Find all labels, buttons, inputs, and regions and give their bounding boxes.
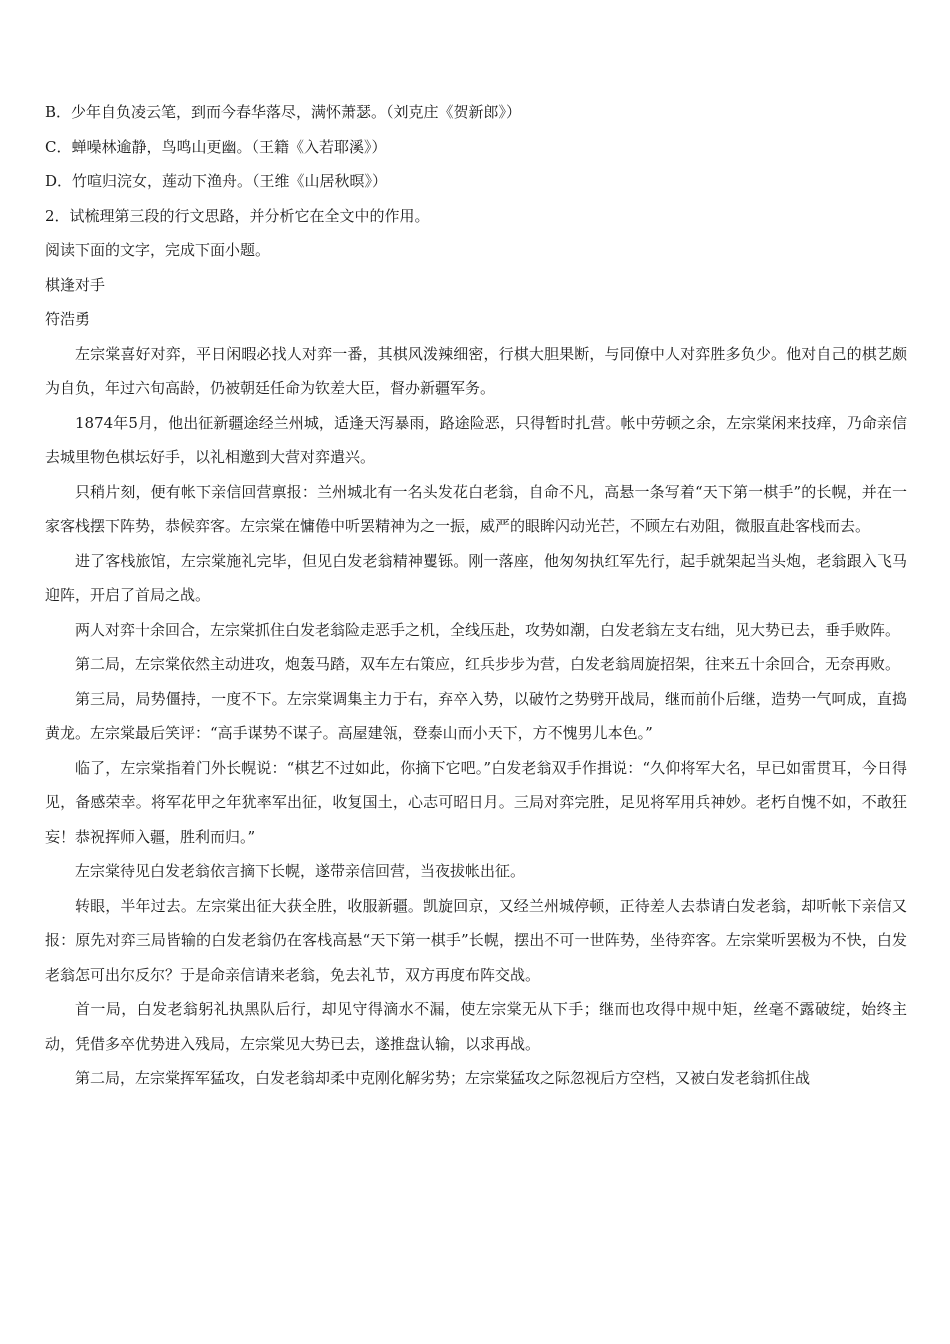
paragraph: 首一局，白发老翁躬礼执黑队后行，却见守得滴水不漏，使左宗棠无从下手；继而也攻得中规中矩，丝毫不露破绽，始终主动，凭借多卒优势进入残局，左宗棠见大势已去，遂推盘认输，以求再战。 <box>45 1000 907 1053</box>
paragraph: 转眼，半年过去。左宗棠出征大获全胜，收服新疆。凯旋回京，又经兰州城停顿，正待差人去恭请白发老翁，却听帐下亲信又报：原先对弈三局皆输的白发老翁仍在客栈高悬“天下第一棋手”长幌，摆出不可一世阵势，坐待弈客。左宗棠听罢极为不快，白发老翁怎可出尔反尔？于是命亲信请来老翁，免去礼节，双方再度布阵交战。 <box>45 896 907 984</box>
paragraph: 第二局，左宗棠挥军猛攻，白发老翁却柔中克刚化解劣势；左宗棠猛攻之际忽视后方空档，又被白发老翁抓住战 <box>75 1069 811 1087</box>
option-d: D．竹喧归浣女，莲动下渔舟。（王维《山居秋暝》） <box>45 172 388 190</box>
paragraph: 左宗棠喜好对弈，平日闲暇必找人对弈一番，其棋风泼辣细密，行棋大胆果断，与同僚中人对弈胜多负少。他对自己的棋艺颇为自负，年过六旬高龄，仍被朝廷任命为钦差大臣，督办新疆军务。 <box>45 344 907 397</box>
paragraph: 第二局，左宗棠依然主动进攻，炮轰马踏，双车左右策应，红兵步步为营，白发老翁周旋招架，往来五十余回合，无奈再败。 <box>75 655 901 673</box>
paragraph: 进了客栈旅馆，左宗棠施礼完毕，但见白发老翁精神矍铄。刚一落座，他匆匆执红军先行，起手就架起当头炮，老翁跟入飞马迎阵，开启了首局之战。 <box>45 551 907 604</box>
reading-instruction: 阅读下面的文字，完成下面小题。 <box>45 241 271 259</box>
paragraph: 1874年5月，他出征新疆途经兰州城，适逢天泻暴雨，路途险恶，只得暂时扎营。帐中劳顿之余，左宗棠闲来技痒，乃命亲信去城里物色棋坛好手，以礼相邀到大营对弈遣兴。 <box>45 413 907 466</box>
paragraph: 左宗棠待见白发老翁依言摘下长幌，遂带亲信回营，当夜拔帐出征。 <box>75 862 526 880</box>
paragraph: 第三局，局势僵持，一度不下。左宗棠调集主力于右，弃卒入势，以破竹之势劈开战局，继而前仆后继，造势一气呵成，直捣黄龙。左宗棠最后笑评：“高手谋势不谋子。高屋建瓴，登泰山而小天下，方不愧男儿本色。” <box>45 689 907 742</box>
document-page <box>45 95 907 1096</box>
article-author: 符浩勇 <box>45 310 91 328</box>
paragraph: 临了，左宗棠指着门外长幌说：“棋艺不过如此，你摘下它吧。”白发老翁双手作揖说：“久仰将军大名，早已如雷贯耳，今日得见，备感荣幸。将军花甲之年犹率军出征，收复国土，心志可昭日月。三局对弈完胜，足见将军用兵神妙。老朽自愧不如，不敢狂妄！恭祝挥师入疆，胜利而归。” <box>45 758 907 846</box>
option-c: C．蝉噪林逾静，鸟鸣山更幽。（王籍《入若耶溪》） <box>45 137 387 156</box>
option-b: B．少年自负凌云笔，到而今春华落尽，满怀萧瑟。（刘克庄《贺新郎》） <box>45 103 522 121</box>
question-2: 2．试梳理第三段的行文思路，并分析它在全文中的作用。 <box>45 206 430 225</box>
paragraph: 只稍片刻，便有帐下亲信回营禀报：兰州城北有一名头发花白老翁，自命不凡，高悬一条写着“天下第一棋手”的长幌，并在一家客栈摆下阵势，恭候弈客。左宗棠在慵倦中听罢精神为之一振，威严的眼眸闪动光芒，不顾左右劝阻，微服直赴客栈而去。 <box>45 482 907 535</box>
paragraph: 两人对弈十余回合，左宗棠抓住白发老翁险走恶手之机，全线压赴，攻势如潮，白发老翁左支右绌，见大势已去，垂手败阵。 <box>75 620 901 639</box>
article-title: 棋逢对手 <box>45 275 106 294</box>
